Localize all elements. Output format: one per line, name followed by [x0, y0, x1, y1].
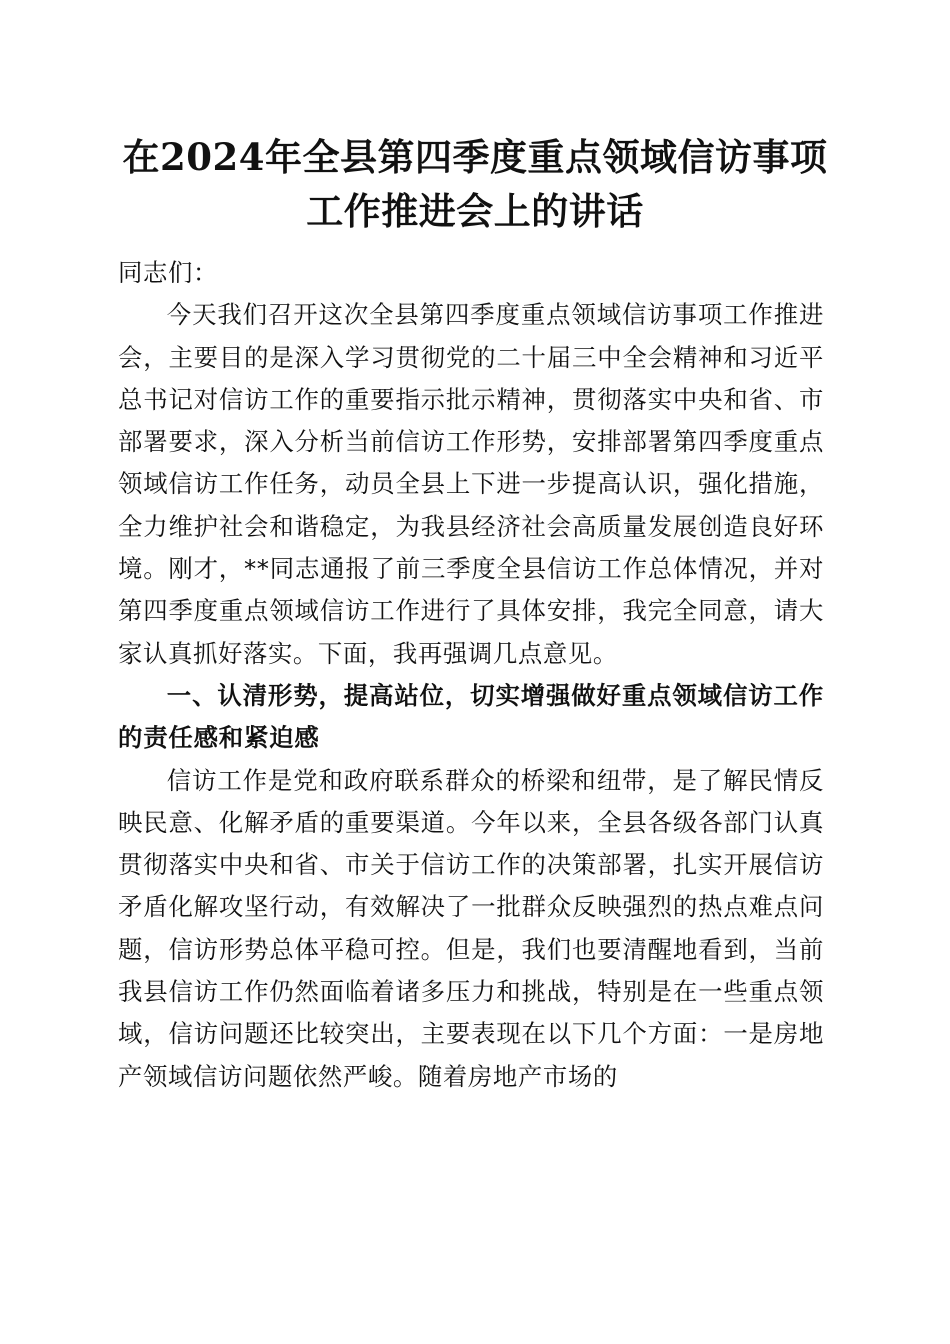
salutation: 同志们：	[118, 258, 218, 287]
paragraph-section-1: 信访工作是党和政府联系群众的桥梁和纽带，是了解民情反映民意、化解矛盾的重要渠道。今年以来，全县各级各部门认真贯彻落实中央和省、市关于信访工作的决策部署，扎实开展信访矛盾化解攻坚行动，有效解决了一批群众反映强烈的热点难点问题，信访形势总体平稳可控。但是，我们也要清醒地看到，当前我县信访工作仍然面临着诸多压力和挑战，特别是在一些重点领域，信访问题还比较突出，主要表现在以下几个方面：一是房地产领域信访问题依然严峻。随着房地产市场的	[118, 765, 824, 1091]
document-body	[118, 252, 824, 1098]
section-heading-1: 一、认清形势，提高站位，切实增强做好重点领域信访工作的责任感和紧迫感	[118, 680, 824, 753]
document-title: 在2024年全县第四季度重点领域信访事项工作推进会上的讲话	[122, 135, 828, 233]
paragraph-intro: 今天我们召开这次全县第四季度重点领域信访事项工作推进会，主要目的是深入学习贯彻党的二十届三中全会精神和习近平总书记对信访工作的重要指示批示精神，贯彻落实中央和省、市部署要求，深入分析当前信访工作形势，安排部署第四季度重点领域信访工作任务，动员全县上下进一步提高认识，强化措施，全力维护社会和谐稳定，为我县经济社会高质量发展创造良好环境。刚才，**同志通报了前三季度全县信访工作总体情况，并对第四季度重点领域信访工作进行了具体安排，我完全同意，请大家认真抓好落实。下面，我再强调几点意见。	[118, 300, 824, 668]
